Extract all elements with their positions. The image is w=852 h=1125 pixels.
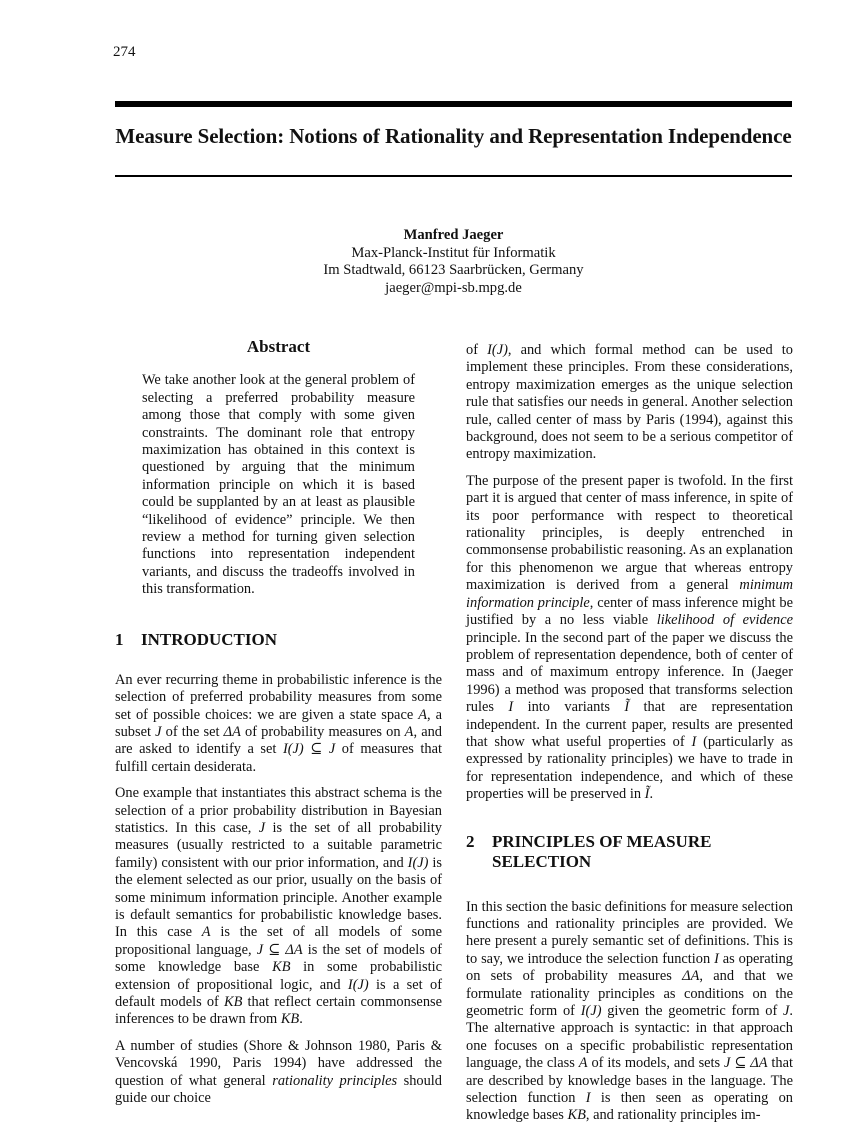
- section-2-heading: [466, 832, 793, 872]
- section-2-paragraph-1: In this section the basic definitions for measure selection functions and rationality principles are provided. We here present a purely semantic set of definitions. This is to say, we introduce the selection function I as operating on sets of probability measures ΔA, and that we formulate rationality principles as conditions on the geometric form of I(J) given the geometric form of J. The alternative approach is syntactic: in that approach one focuses on a specific probabilistic representation language, the class A of its models, and sets J ⊆ ΔA that are described by knowledge bases in the language. The selection function I is then seen as operating on knowledge bases KB, and rationality principles im-: [466, 898, 793, 1124]
- intro-paragraph-4: The purpose of the present paper is twofold. In the first part it is argued that center of mass inference, in spite of its poor performance with respect to theoretical rationality principles, is deeply entrenched in commonsense probabilistic reasoning. As an explanation for this phenomenon we argue that whereas entropy maximization is derived from a general minimum information principle, center of mass inference might be justified by a no less viable likelihood of evidence principle. In the second part of the paper we discuss the problem of representation dependence, both of center of mass and of maximum entropy inference. In (Jaeger 1996) a method was proposed that transforms selection rules I into variants Ĩ that are representation independent. In the current paper, results are presented that show what useful properties of I (particularly as expressed by rationality principles) we have to trade in for representation independence, and which of these properties will be preserved in Ĩ.: [466, 472, 794, 803]
- author-affiliation: Max-Planck-Institut für Informatik: [351, 244, 556, 261]
- header-rule-thick: [115, 101, 792, 107]
- paper-title: Measure Selection: Notions of Rationality and Representation Independence: [115, 124, 792, 148]
- intro-paragraph-1: An ever recurring theme in probabilistic inference is the selection of preferred probability measures from some set of possible choices: we are given a state space A, a subset J of the set ΔA of probability measures on A, and are asked to identify a set I(J) ⊆ J of measures that fulfill certain desiderata.: [115, 671, 443, 775]
- section-1-title: INTRODUCTION: [141, 629, 278, 649]
- section-1-heading: [115, 630, 442, 650]
- intro-paragraph-3: A number of studies (Shore & Johnson 1980, Paris & Vencovská 1990, Paris 1994) have addressed the question of what general rationality principles should guide our choice: [115, 1037, 442, 1107]
- author-block: [115, 227, 792, 297]
- abstract-text: We take another look at the general problem of selecting a preferred probability measure among those that comply with some given constraints. The dominant role that entropy maximization has obtained in this context is questioned by arguing that the minimum information principle on which it is based could be supplanted by an at least as plausible “likelihood of evidence” principle. We then review a method for turning given selection functions into representation independent variants, and discuss the tradeoffs involved in this transformation.: [142, 372, 415, 598]
- author-email: jaeger@mpi-sb.mpg.de: [385, 279, 522, 296]
- abstract-heading: Abstract: [246, 337, 311, 356]
- author-address: Im Stadtwald, 66123 Saarbrücken, Germany: [323, 262, 584, 278]
- intro-paragraph-3-continued: of I(J), and which formal method can be used to implement these principles. From these considerations, entropy maximization emerges as the unique selection rule that satisfies our needs in general. Another selection rule, called center of mass by Paris (1994), against this background, does not seem to be a serious competitor of entropy maximization.: [466, 342, 793, 463]
- page-number: 274: [113, 44, 136, 60]
- author-name: Manfred Jaeger: [403, 227, 504, 243]
- section-2-title: PRINCIPLES OF MEASURE SELECTION: [492, 831, 712, 871]
- section-2-number: 2: [466, 831, 475, 851]
- left-column: [115, 338, 442, 1107]
- right-column: [466, 342, 793, 1125]
- header-rule-thin: [115, 175, 792, 177]
- intro-paragraph-2: One example that instantiates this abstract schema is the selection of a prior probability distribution in Bayesian statistics. In this case, J is the set of all probability measures (usually restricted to a suitable parametric family) consistent with our prior information, and I(J) is the element selected as our prior, usually on the basis of some minimum information principle. Another example is default semantics for probabilistic knowledge bases. In this case A is the set of all models of some propositional language, J ⊆ ΔA is the set of models of some knowledge base KB in some probabilistic extension of propositional logic, and I(J) is a set of default models of KB that reflect certain commonsense inferences to be drawn from KB.: [115, 785, 442, 1028]
- section-1-number: 1: [115, 629, 124, 649]
